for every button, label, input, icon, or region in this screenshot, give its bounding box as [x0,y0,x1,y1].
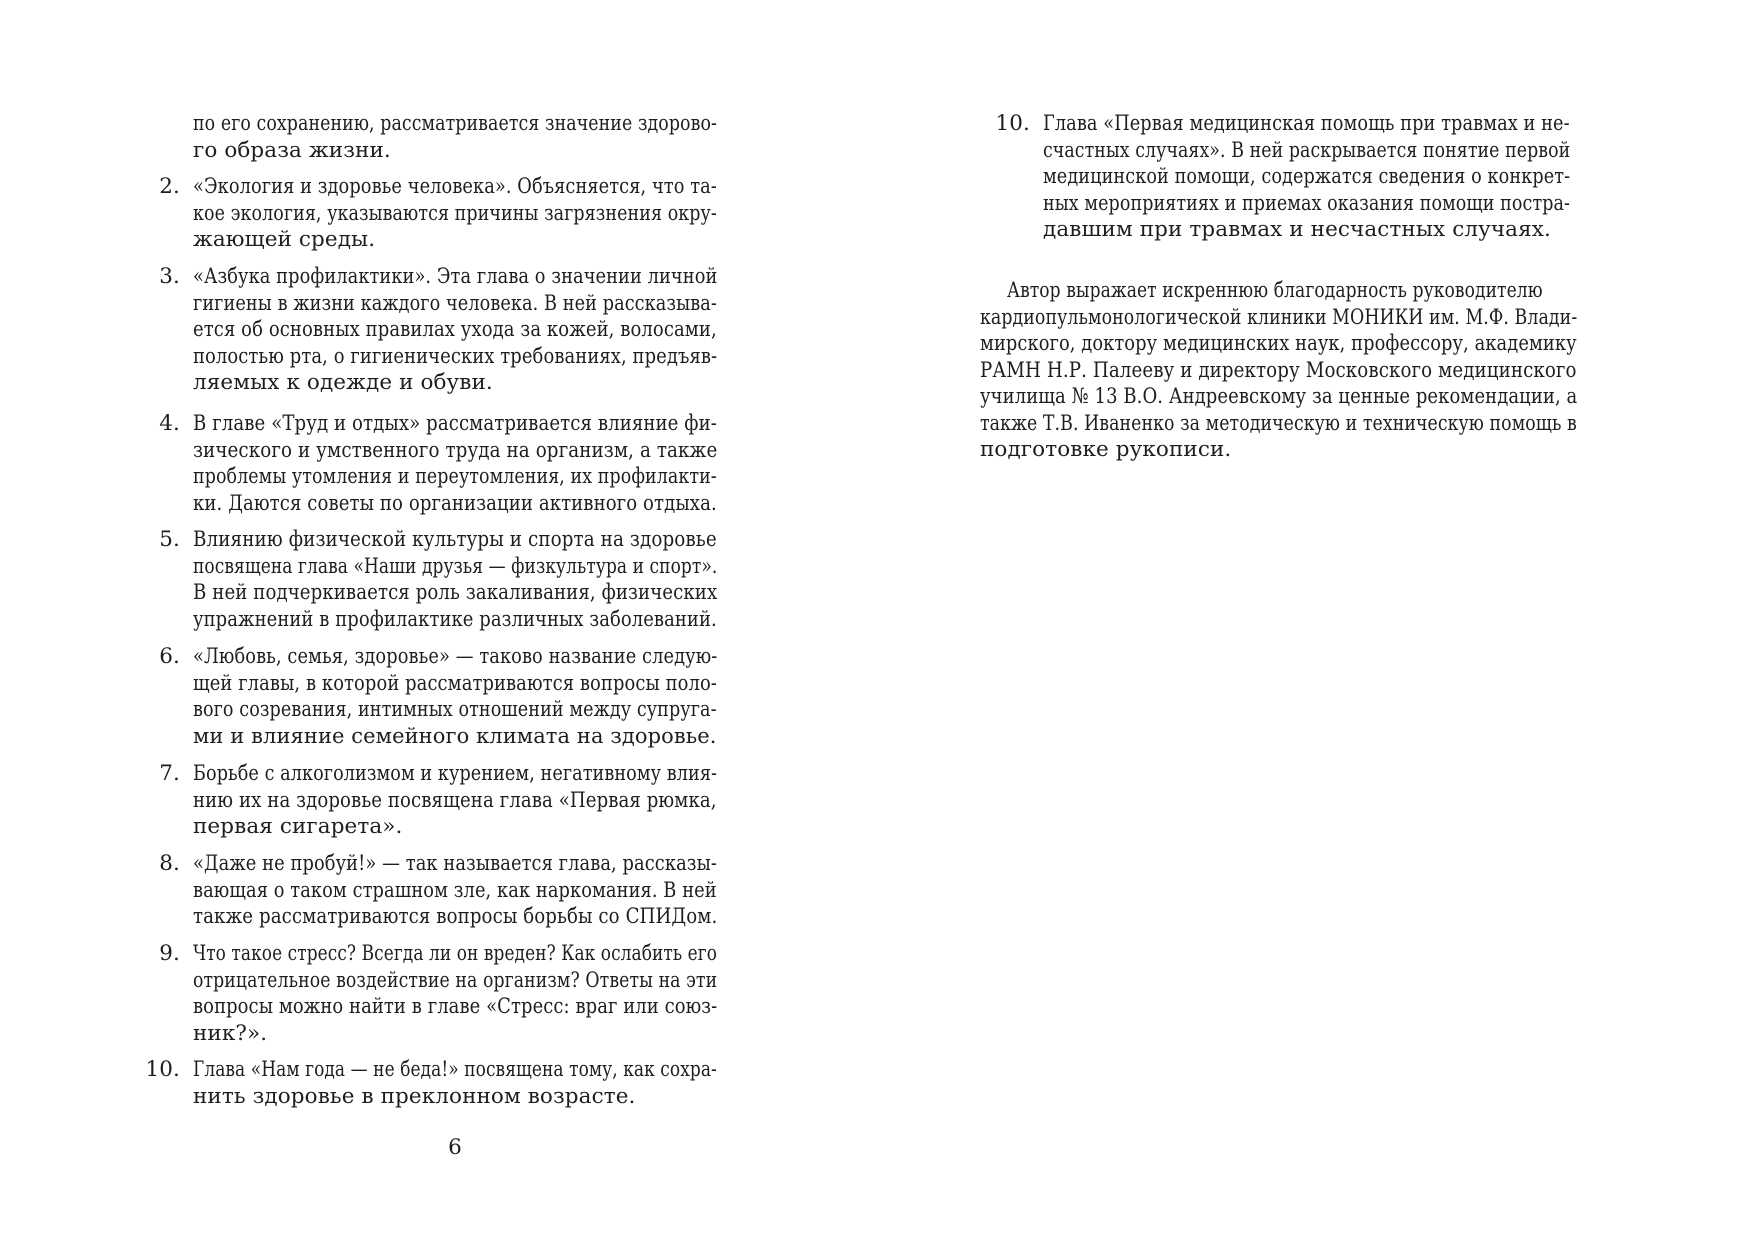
text-line: вающая о таком страшном зле, как наркомания. В ней [193,877,717,903]
text-line: Глава «Нам года — не беда!» посвящена тому, как сохра- [193,1057,717,1082]
text-line: отрицательное воздействие на организм? Ответы на эти [193,967,718,993]
text-line: го образа жизни. [193,137,391,163]
text-line: мирского, доктору медицинских наук, профессору, академику [980,331,1577,356]
text-line: кардиопульмонологической клиники МОНИКИ им. М.Ф. Влади- [980,304,1578,330]
text-line: вопросы можно найти в главе «Стресс: враг или союз- [193,994,718,1019]
continuation-paragraph [193,111,841,164]
list-item-7 [130,761,833,841]
text-line: посвящена глава «Наши друзья — физкультура и спорт». [193,553,718,579]
text-line: нию их на здоровье посвящена глава «Первая рюмка, [193,787,717,813]
text-line: ки. Даются советы по организации активного отдыха. [193,490,717,516]
page-number: 6 [448,1135,462,1160]
text-line: по его сохранению, рассматривается значение здорово- [193,111,717,136]
list-number: 10. [995,111,1030,136]
text-line: ник?». [193,1020,268,1046]
text-line: упражнений в профилактике различных заболеваний. [193,606,717,632]
list-item-9 [130,941,857,1047]
list-item-10-first-aid [980,111,1696,244]
list-item-4 [130,411,839,517]
text-line: «Азбука профилактики». Эта глава о значении личной [193,264,718,289]
text-line: Глава «Первая медицинская помощь при травмах и не- [1043,111,1570,136]
text-line: медицинской помощи, содержатся сведения о конкрет- [1043,164,1571,189]
list-number: 9. [159,941,180,966]
list-item-5 [130,527,855,633]
text-line: В главе «Труд и отдых» рассматривается влияние фи- [193,411,717,436]
text-line: В ней подчеркивается роль закаливания, физических [193,580,718,605]
text-line: Автор выражает искреннюю благодарность руководителю [1007,278,1543,303]
text-line: «Любовь, семья, здоровье» — таково название следую- [193,644,718,669]
text-line: щей главы, в которой рассматриваются вопросы поло- [193,670,717,696]
list-item-3 [130,264,831,397]
text-line: первая сигарета». [193,814,403,839]
text-line: счастных случаях». В ней раскрывается понятие первой [1043,137,1571,163]
list-number: 2. [159,174,180,199]
text-line: Влиянию физической культуры и спорта на здоровье [193,527,717,552]
text-line: «Даже не пробуй!» — так называется глава, рассказы- [193,851,718,876]
acknowledgement-paragraph [980,278,1721,464]
list-number: 4. [159,411,180,436]
list-item-2 [130,174,838,254]
text-line: полостью рта, о гигиенических требованиях, предъяв- [193,343,718,369]
text-line: подготовке рукописи. [980,437,1232,462]
text-line: гигиены в жизни каждого человека. В ней рассказыва- [193,290,717,316]
list-number: 7. [159,761,180,786]
text-line: Борьбе с алкоголизмом и курением, негативному влия- [193,761,718,786]
list-number: 5. [159,527,180,552]
list-item-8 [130,851,826,931]
text-line: Что такое стресс? Всегда ли он вреден? Как ослабить его [193,941,718,966]
text-line: давшим при травмах и несчастных случаях. [1043,217,1551,242]
text-line: зического и умственного труда на организм, а также [193,437,718,463]
text-line: кое экология, указываются причины загрязнения окру- [193,200,717,226]
list-item-6 [130,644,834,750]
text-line: жающей среды. [193,227,376,252]
list-number: 8. [159,851,180,876]
text-line: ляемых к одежде и обуви. [193,370,493,395]
text-line: также рассматриваются вопросы борьбы со СПИДом. [193,904,718,929]
text-line: нить здоровье в преклонном возрасте. [193,1083,636,1109]
list-number: 6. [159,644,180,669]
text-line: училища № 13 В.О. Андреевскому за ценные рекомендации, а [980,384,1578,409]
text-line: РАМН Н.Р. Палееву и директору Московского медицинского [980,357,1577,383]
list-number: 3. [159,264,180,289]
text-line: ных мероприятиях и приемах оказания помощи постра- [1043,190,1571,216]
list-number: 10. [145,1057,180,1082]
text-line: «Экология и здоровье человека». Объясняется, что та- [193,174,717,199]
text-line: проблемы утомления и переутомления, их профилакти- [193,464,717,489]
list-item-10 [130,1057,856,1110]
text-line: также Т.В. Иваненко за методическую и техническую помощь в [980,410,1577,436]
text-line: ми и влияние семейного климата на здоровье. [193,723,717,749]
text-line: ется об основных правилах ухода за кожей, волосами, [193,317,717,342]
text-line: вого созревания, интимных отношений между супруга- [193,697,717,722]
